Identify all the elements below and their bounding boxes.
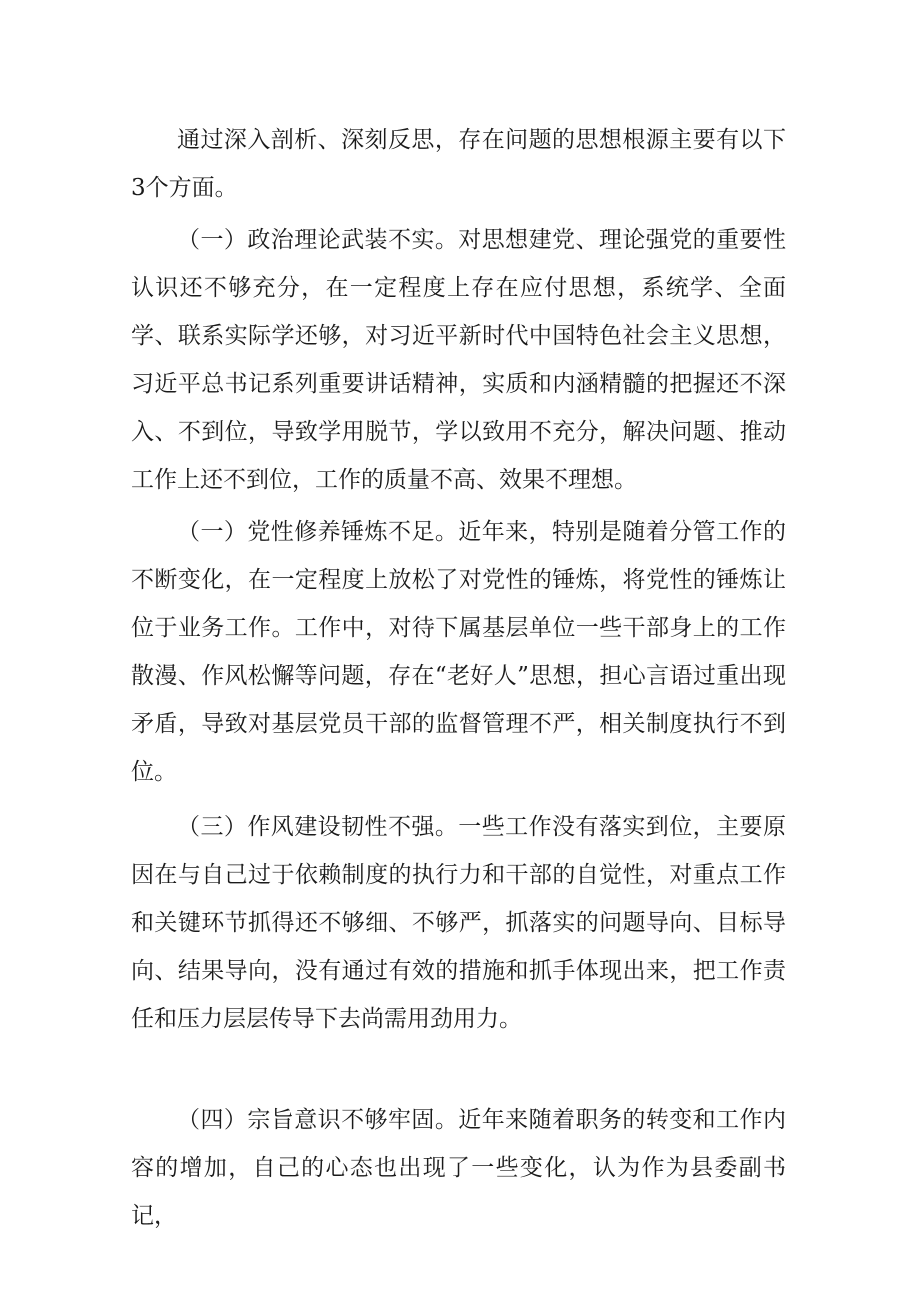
section-purpose-awareness-paragraph: （四）宗旨意识不够牢固。近年来随着职务的转变和工作内容的增加，自己的心态也出现了一些变化，认为作为县委副书记， <box>131 1107 786 1229</box>
section-party-spirit-paragraph: （一）党性修养锤炼不足。近年来，特别是随着分管工作的不断变化，在一定程度上放松了对党性的锤炼，将党性的锤炼让位于业务工作。工作中，对待下属基层单位一些干部身上的工作散漫、作风松懈等问题，存在“老好人”思想，担心言语过重出现矛盾，导致对基层党员干部的监督管理不严，相关制度执行不到位。 <box>131 519 786 785</box>
intro-paragraph: 通过深入剖析、深刻反思，存在问题的思想根源主要有以下3个方面。 <box>131 127 786 201</box>
section-work-style-paragraph: （三）作风建设韧性不强。一些工作没有落实到位，主要原因在与自己过于依赖制度的执行力和干部的自觉性，对重点工作和关键环节抓得还不够细、不够严，抓落实的问题导向、目标导向、结果导向，没有通过有效的措施和抓手体现出来，把工作责任和压力层层传导下去尚需用劲用力。 <box>131 814 786 1032</box>
section-political-theory-paragraph: （一）政治理论武装不实。对思想建党、理论强党的重要性认识还不够充分，在一定程度上存在应付思想，系统学、全面学、联系实际学还够，对习近平新时代中国特色社会主义思想，习近平总书记系列重要讲话精神，实质和内涵精髓的把握还不深入、不到位，导致学用脱节，学以致用不充分，解决问题、推动工作上还不到位，工作的质量不高、效果不理想。 <box>131 227 786 493</box>
